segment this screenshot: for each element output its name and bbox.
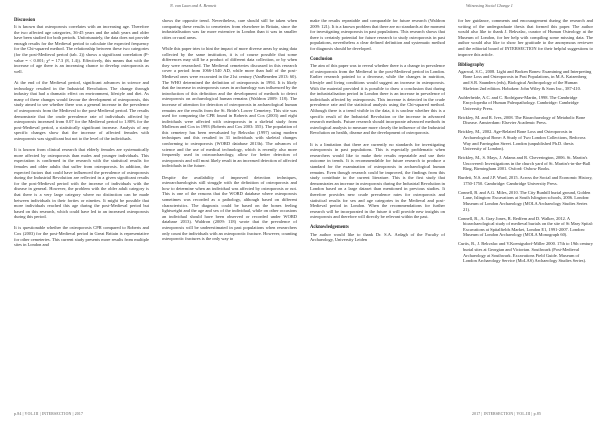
paragraph: At the end of the Medieval period, significant advances in science and technology resulted in the Industrial Revolution. The change through industry that had a dramatic effect on environment, lifestyle and diet. As many of these changes would favour the development of osteoporosis, this study aimed to see whether there was a general increase in the prevalence of osteoporosis from the Medieval to the post-Medieval period. The results demonstrate that the crude prevalence rate of individuals affected by osteoporosis increased from 0.07 for the Medieval period to 1.88% for the post-Medieval period, a statistically significant increase. Analysis of any specific changes show that the increase of affected females with osteoporosis was significant but not to the level of the individuals. (14, 80, 149, 141)
footer-left: p.84 | VOL.III | INTERSECTION | 2017 (14, 412, 84, 416)
reference-entry: Aufderheide, A.C. and C. Rodríguez-Martín, 1998. The Cambridge Encyclopedia of Human Paleopathology. Cambridge: Cambridge University Press. (458, 94, 579, 111)
column-2 (162, 18, 297, 247)
paragraph: The aim of this paper was to reveal whether there is a change in prevalence of osteoporosis from the Medieval to the post-Medieval period in London. Earlier research pointed to a decrease, while the changes in nutrition, lifestyle and living conditions would suggest an increase in osteoporosis. With the material provided it is possible to draw a conclusion that during the industrialisation period in London there is an increase in prevalence of individuals affected by osteoporosis. This increase is detected in the crude prevalence rate and the statistical analysis using the Chi-squared method. Although there is a trend visible in the data, it is unclear whether this is a specific result of the Industrial Revolution or the increase in advanced research methods. Future research should incorporate advanced methods in osteological analysis to measure more closely the influence of the Industrial Revolution on health, disease and the development of osteoporosis. (310, 63, 445, 136)
acknowledgements-heading: Acknowledgements (310, 225, 349, 231)
paragraph: It is known from clinical research that elderly females are systematically more affected by osteoporosis than males and younger individuals. This expectation is confirmed in the research with the statistical results for females and older adults that suffer from osteoporosis. In addition, the expected factors that could have influenced the prevalence of osteoporosis during the Industrial Revolution are reflected in a given significant results for the post-Medieval period with the increase of individuals with the disease in general. However, the problem with the older adult category is that there is a very large category where no distinction can be made between individuals in their forties or nineties. It might be possible that more individuals reached this age during the post-Medieval period but based on this research, which could have led to an increased osteoporosis during this period. (14, 147, 149, 220)
reference-entry: Connell, B. and A.G. Miles, 2010. The City Bunhill burial ground, Golden Lane, Islington: Excavations at South Islington schools, 2006. London: Museum of London Archaeology (MOLA Archaeology Studies Series 21). (458, 189, 591, 212)
paragraph: It is a limitation that there are currently no standards for investigating osteoporosis in past populations. This is especially problematic when researchers would like to make their results repeatable and use their outcome in trends. It is recommendable for future research to produce a standard for the examination of osteoporosis in archaeological human remains. Even though research could be improved, the findings from this study contribute to the current literature. This is the first study that demonstrates an increase in osteoporosis during the Industrial Revolution in London based on a large dataset than mentioned in previous studies. It therefore provides new crude prevalence rates for osteoporosis and statistical results for sex and age categories in the Medieval and post-Medieval period in London. When the recommendations for further research will be incorporated in the future it will provide new insights on osteoporosis and therefore will directly be relevant within the past. (310, 141, 445, 220)
reference-entry: Agarwal, S.C., 2008. Light and Broken Bones: Examining and Interpreting Bone Loss and Osteoporosis in Past Populations, in M.A. Katzenberg and S.R. Saunders (eds), Biological Anthropology of the Human Skeleton 2nd edition. Hoboken: John Wiley & Sons Inc., 387-410. (458, 68, 592, 91)
reference-entry: Brickley, M., 2002. Age-Related Bone Loss and Osteoporosis in Archaeological Bone: A Study of Two London Collections, Redcross Way and Farringdon Street. London (unpublished Ph.D. thesis University of London). (458, 129, 586, 152)
reference-entry: Curtis, B., J. Bekvalac and V.Koenigsdorf-Miller 2000. 17th to 19th century burial sites at Georgian and Victorian. Southwark (Post-Medieval Archaeology at Southwark. Excavations Field Guide. Museum of London Archaeology Service (MoLAS) Archaeology Studies Series). (458, 241, 593, 264)
reference-entry: Connell, B., A. Gray Jones, R. Redfern and D. Walker, 2012. A bioarchaeological study of medieval burials on the site of St Mary Spital: Excavations at Spitalfields Market, London E1, 1991-2007. London: Museum of London Archaeology (MOLA Monograph 60). (458, 215, 594, 238)
column-3 (310, 18, 445, 248)
paragraph: It is known that osteoporosis correlates with an increasing age. Therefore the two affected age categories, 36-45 years and the adult years and older have been studied for both periods. Unfortunately, the data does not provide enough results for the Medieval period to calculate the expected frequency for the Chi-squared method. The relationship between these two categories (for the post-Medieval period (tab. 2)) shows a significant correlation (P-value = < 0.001; χ² = 17.3 (8, 1.4)). Effectively, this means that with the increase of age there is an increasing chance to develop osteoporosis as well. (14, 24, 149, 74)
reference-entry: Burdett, N.S. and J.P. Ward, 2015. Across the Social and Economic History, 1750-1750. Cambridge: Cambridge University Press. (458, 175, 593, 186)
running-head-right: Witnessing Social Change 1 (466, 3, 513, 8)
paragraph: While this paper tries to hint the impact of more diverse areas by using data collected by the same institution, it is of course possible that some differences may still be a product of different data collection, or by when they were researched. The Medieval cemeteries discussed in this research cover a period from 1066-1540 AD, while more than half of the post-Medieval ones were excavated in the 21st century (VanBeneden 2013: 60). The WHO determined the definition of osteoporosis in 1994. It is likely that the increase in osteoporosis cases in archaeology was influenced by the introduction of this definition and the development of methods to detect osteoporosis on archaeological human remains (Waldron 2009: 118). The increase of attention for detection of osteoporosis in archaeological human remains are the results from the St. Bride's Lower Cemetery. This site was used for comparing the CPR found in Roberts and Cox (2003) and eight individuals were affected with osteoporosis in a skeletal study from Molleson and Cox in 1993 (Roberts and Cox 2003: 355). The population of this cemetery has been reevaluated by Bekvalac (1997) using modern techniques and this resulted in 31 individuals with skeletal changes conforming to osteoporosis (WORD database 2013b). The advances of science and the use of medical technology, which is recently also more frequently used in osteoarchaeology, allow for better detection of osteoporosis and will most likely result in an increased detection of affected individuals in the future. (162, 45, 297, 169)
paragraph: It is questionable whether the osteoporosis CPR compared to Roberts and Cox (2003) for the post-Medieval period in Great Britain is representative for other cemeteries. This current study presents more results from multiple sites in London and (14, 225, 149, 248)
running-head-left: N. van Laan and A. Bennett (170, 3, 217, 8)
conclusion-heading: Conclusion (310, 57, 333, 63)
paragraph: Despite the availability of improved detection techniques, osteoarchaeologists still struggle with the definition of osteoporosis and how to determine when an individual was affected by osteoporosis or not. This is one of the reasons that the WORD database where osteoporosis sometimes was recorded as a pathology, although based on different characteristics. The diagnosis could be based on the bones feeling lightweight and the age and sex of the individual, while on other occasions an individual should have been observed or recorded under WORD database 2013). Waldron (2009: 118) wrote that the prevalence of osteoporosis will be underestimated in past populations when researchers only count the individuals with an osteoporotic fracture. However, counting osteoporotic fractures is the only way to (162, 174, 297, 242)
discussion-heading: Discussion (14, 18, 36, 23)
reference-entry: Brickley, M., S. Mays, J. Adams and R. Cheverington, 2006. St. Martin's Uncovered: Investigations in the church yard of St. Martin's-in-the-Bull Ring, Birmingham 2001. Oxford: Oxbow Books. (458, 155, 591, 172)
paragraph: for her guidance, comments and encouragement during the research and writing of the undergraduate thesis that formed this paper. The author would also like to thank J. Bekvalac, curator of Human Osteology at the Museum of London, for her help with compiling some missing data. The author would also like to show her gratitude to the anonymous reviewer and the editorial board of INTERSECTION for their helpful suggestions to improve this article. (458, 18, 593, 57)
bibliography-heading: Bibliography (458, 62, 485, 68)
footer-right: 2017 | INTERSECTION | VOL.III | p.85 (472, 412, 542, 416)
column-4 (458, 18, 593, 267)
paragraph: make the results repeatable and comparable for future research (Waldron 2009: 121). It is a known problem that there are no standards at the moment for investigating osteoporosis in past populations. This research shows that there is certainly potential for future research to study osteoporosis in past populations, nevertheless a clear defined definition and systematic method for diagnosis should be developed. (310, 18, 445, 51)
column-1 (14, 18, 149, 253)
paragraph: The author would like to thank Dr. S.A. Ardagh of the Faculty of Archaeology, University Leiden (310, 231, 445, 243)
paragraph: shows the opposite trend. Nevertheless, care should still be taken when comparing these results to cemeteries from elsewhere in Britain, since the industrialisation was far more extensive in London than it was in smaller cities or rural areas. (162, 18, 297, 40)
reference-entry: Brickley, M. and R. Ives, 2008. The Bioarchaeology of Metabolic Bone Disease. Amsterdam: Elsevier Academic Press. (458, 114, 586, 126)
